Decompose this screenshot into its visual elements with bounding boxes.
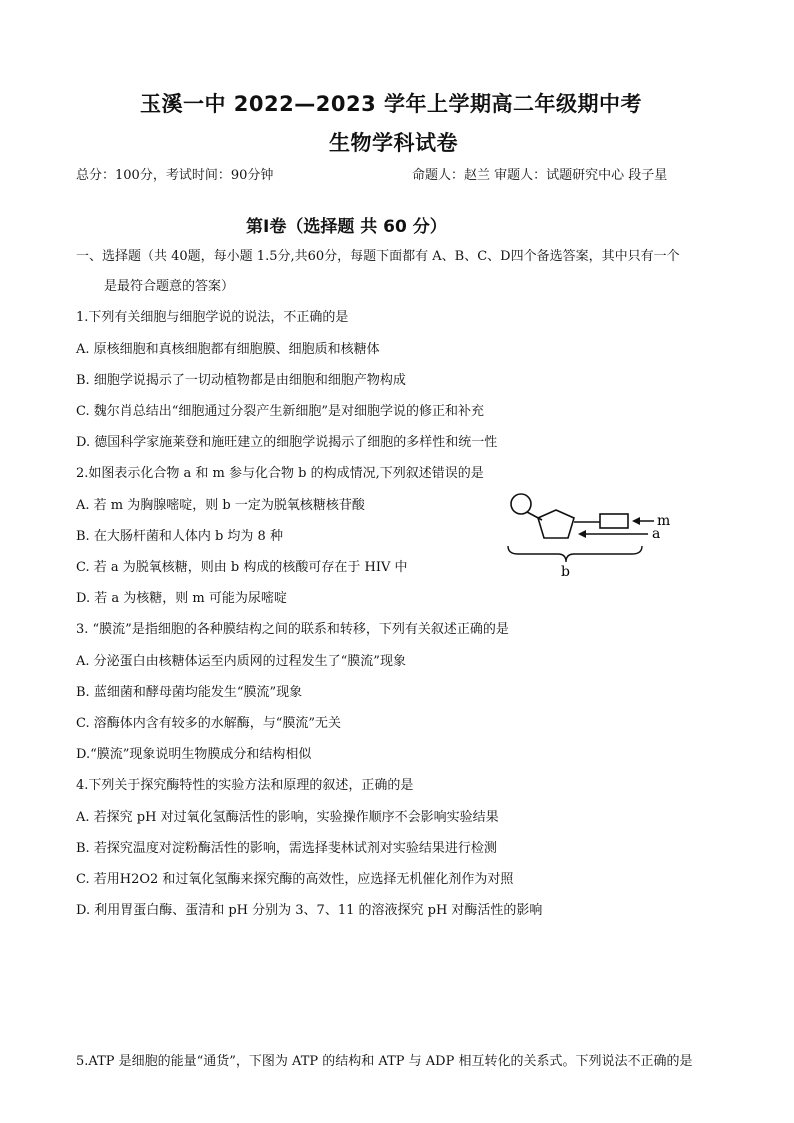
question-3-option-c: C. 溶酶体内含有较多的水解酶，与“膜流”无关 xyxy=(76,716,342,731)
brace-b xyxy=(508,546,642,562)
exam-info-left: 总分：100分，考试时间：90分钟 xyxy=(76,168,274,183)
exam-title: 玉溪一中 2022—2023 学年上学期高二年级期中考 xyxy=(140,92,643,116)
section-title: 第Ⅰ卷（选择题 共 60 分） xyxy=(246,217,447,237)
arrow-m-head xyxy=(632,517,640,525)
question-4-option-b: B. 若探究温度对淀粉酶活性的影响，需选择斐林试剂对实验结果进行检测 xyxy=(76,841,497,856)
question-1-option-a: A. 原核细胞和真核细胞都有细胞膜、细胞质和核糖体 xyxy=(76,342,380,357)
question-4-option-d: D. 利用胃蛋白酶、蛋清和 pH 分别为 3、7、11 的溶液探究 pH 对酶活性的影响 xyxy=(76,903,543,918)
question-3-stem: 3. “膜流”是指细胞的各种膜结构之间的联系和转移，下列有关叙述正确的是 xyxy=(76,622,509,637)
label-a: a xyxy=(652,526,661,542)
pentose-sugar xyxy=(538,510,574,538)
question-3-option-b: B. 蓝细菌和酵母菌均能发生“膜流”现象 xyxy=(76,685,303,700)
exam-subtitle: 生物学科试卷 xyxy=(329,131,458,155)
question-1-option-c: C. 魏尔肖总结出“细胞通过分裂产生新细胞”是对细胞学说的修正和补充 xyxy=(76,404,485,419)
question-3-option-a: A. 分泌蛋白由核糖体运至内质网的过程发生了“膜流”现象 xyxy=(76,654,406,669)
label-m: m xyxy=(657,513,671,529)
base-rectangle xyxy=(600,514,628,528)
instructions-line2: 是最符合题意的答案） xyxy=(104,279,235,294)
arrow-a-head xyxy=(578,530,586,538)
question-2-option-c: C. 若 a 为脱氧核糖，则由 b 构成的核酸可存在于 HIV 中 xyxy=(76,560,408,575)
question-4-stem: 4.下列关于探究酶特性的实验方法和原理的叙述，正确的是 xyxy=(76,778,414,793)
phosphate-circle xyxy=(511,494,531,514)
nucleotide-diagram xyxy=(496,490,692,578)
question-2-option-a: A. 若 m 为胸腺嘧啶，则 b 一定为脱氧核糖核苷酸 xyxy=(76,498,365,513)
question-2-option-b: B. 在大肠杆菌和人体内 b 均为 8 种 xyxy=(76,529,283,544)
question-3-option-d: D.“膜流”现象说明生物膜成分和结构相似 xyxy=(76,747,312,762)
phosphate-bond xyxy=(527,512,542,520)
question-1-option-d: D. 德国科学家施莱登和施旺建立的细胞学说揭示了细胞的多样性和统一性 xyxy=(76,435,498,450)
question-2-stem: 2.如图表示化合物 a 和 m 参与化合物 b 的构成情况,下列叙述错误的是 xyxy=(76,466,484,481)
label-b: b xyxy=(561,564,570,578)
question-4-option-a: A. 若探究 pH 对过氧化氢酶活性的影响，实验操作顺序不会影响实验结果 xyxy=(76,810,499,825)
question-5-stem: 5.ATP 是细胞的能量“通货”，下图为 ATP 的结构和 ATP 与 ADP 相互转化的关系式。下列说法不正确的是 xyxy=(76,1054,693,1069)
exam-info-right: 命题人：赵兰 审题人：试题研究中心 段子星 xyxy=(412,168,668,183)
question-1-stem: 1.下列有关细胞与细胞学说的说法，不正确的是 xyxy=(76,310,349,325)
instructions-line1: 一、选择题（共 40题，每小题 1.5分,共60分，每题下面都有 A、B、C、D四个备选答案，其中只有一个 xyxy=(76,249,680,264)
question-1-option-b: B. 细胞学说揭示了一切动植物都是由细胞和细胞产物构成 xyxy=(76,373,406,388)
question-4-option-c: C. 若用H2O2 和过氧化氢酶来探究酶的高效性，应选择无机催化剂作为对照 xyxy=(76,872,514,887)
question-2-option-d: D. 若 a 为核糖，则 m 可能为尿嘧啶 xyxy=(76,591,287,606)
